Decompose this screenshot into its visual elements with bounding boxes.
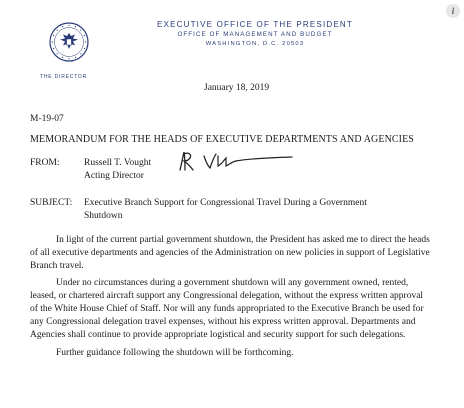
subject-label: SUBJECT: [30, 198, 73, 208]
from-title: Acting Director [84, 171, 144, 181]
paragraph-2 [30, 277, 430, 342]
memo-date: January 18, 2019 [204, 83, 270, 93]
paragraph-3 [30, 347, 430, 360]
paragraph-1-text: In light of the current partial government shutdown, the President has asked me to direct the heads of all executive departments and agencies of the Administration on new policies in support of Legislative Branch travel. [30, 235, 430, 271]
info-icon[interactable]: i [446, 4, 460, 18]
signature-image [176, 148, 296, 174]
presidential-seal-icon [49, 22, 89, 62]
from-label: FROM: [30, 158, 60, 168]
letterhead-line-1: EXECUTIVE OFFICE OF THE PRESIDENT [157, 20, 353, 29]
letterhead-line-2: OFFICE OF MANAGEMENT AND BUDGET [177, 31, 333, 38]
from-name: Russell T. Vought [84, 158, 152, 168]
director-label: THE DIRECTOR [40, 74, 88, 80]
memo-number: M-19-07 [30, 114, 64, 124]
paragraph-2-text: Under no circumstances during a government shutdown will any government owned, rented, leased, or chartered aircraft support any Congressional delegation, without the express written approval of the White House Chief of Staff. Nor will any funds appropriated to the Executive Branch be used for any Congressional delegation travel expenses, without his express written approval. Departments and Agencies shall continue to provide appropriate logistical and security support for such delegations. [30, 278, 424, 340]
letterhead-line-3: WASHINGTON, D.C. 20503 [205, 41, 305, 47]
memo-title: MEMORANDUM FOR THE HEADS OF EXECUTIVE DEPARTMENTS AND AGENCIES [30, 134, 414, 145]
subject-text: Executive Branch Support for Congressional Travel During a Government Shutdown [84, 198, 367, 221]
paragraph-3-text: Further guidance following the shutdown will be forthcoming. [56, 348, 294, 358]
paragraph-1 [30, 234, 430, 273]
